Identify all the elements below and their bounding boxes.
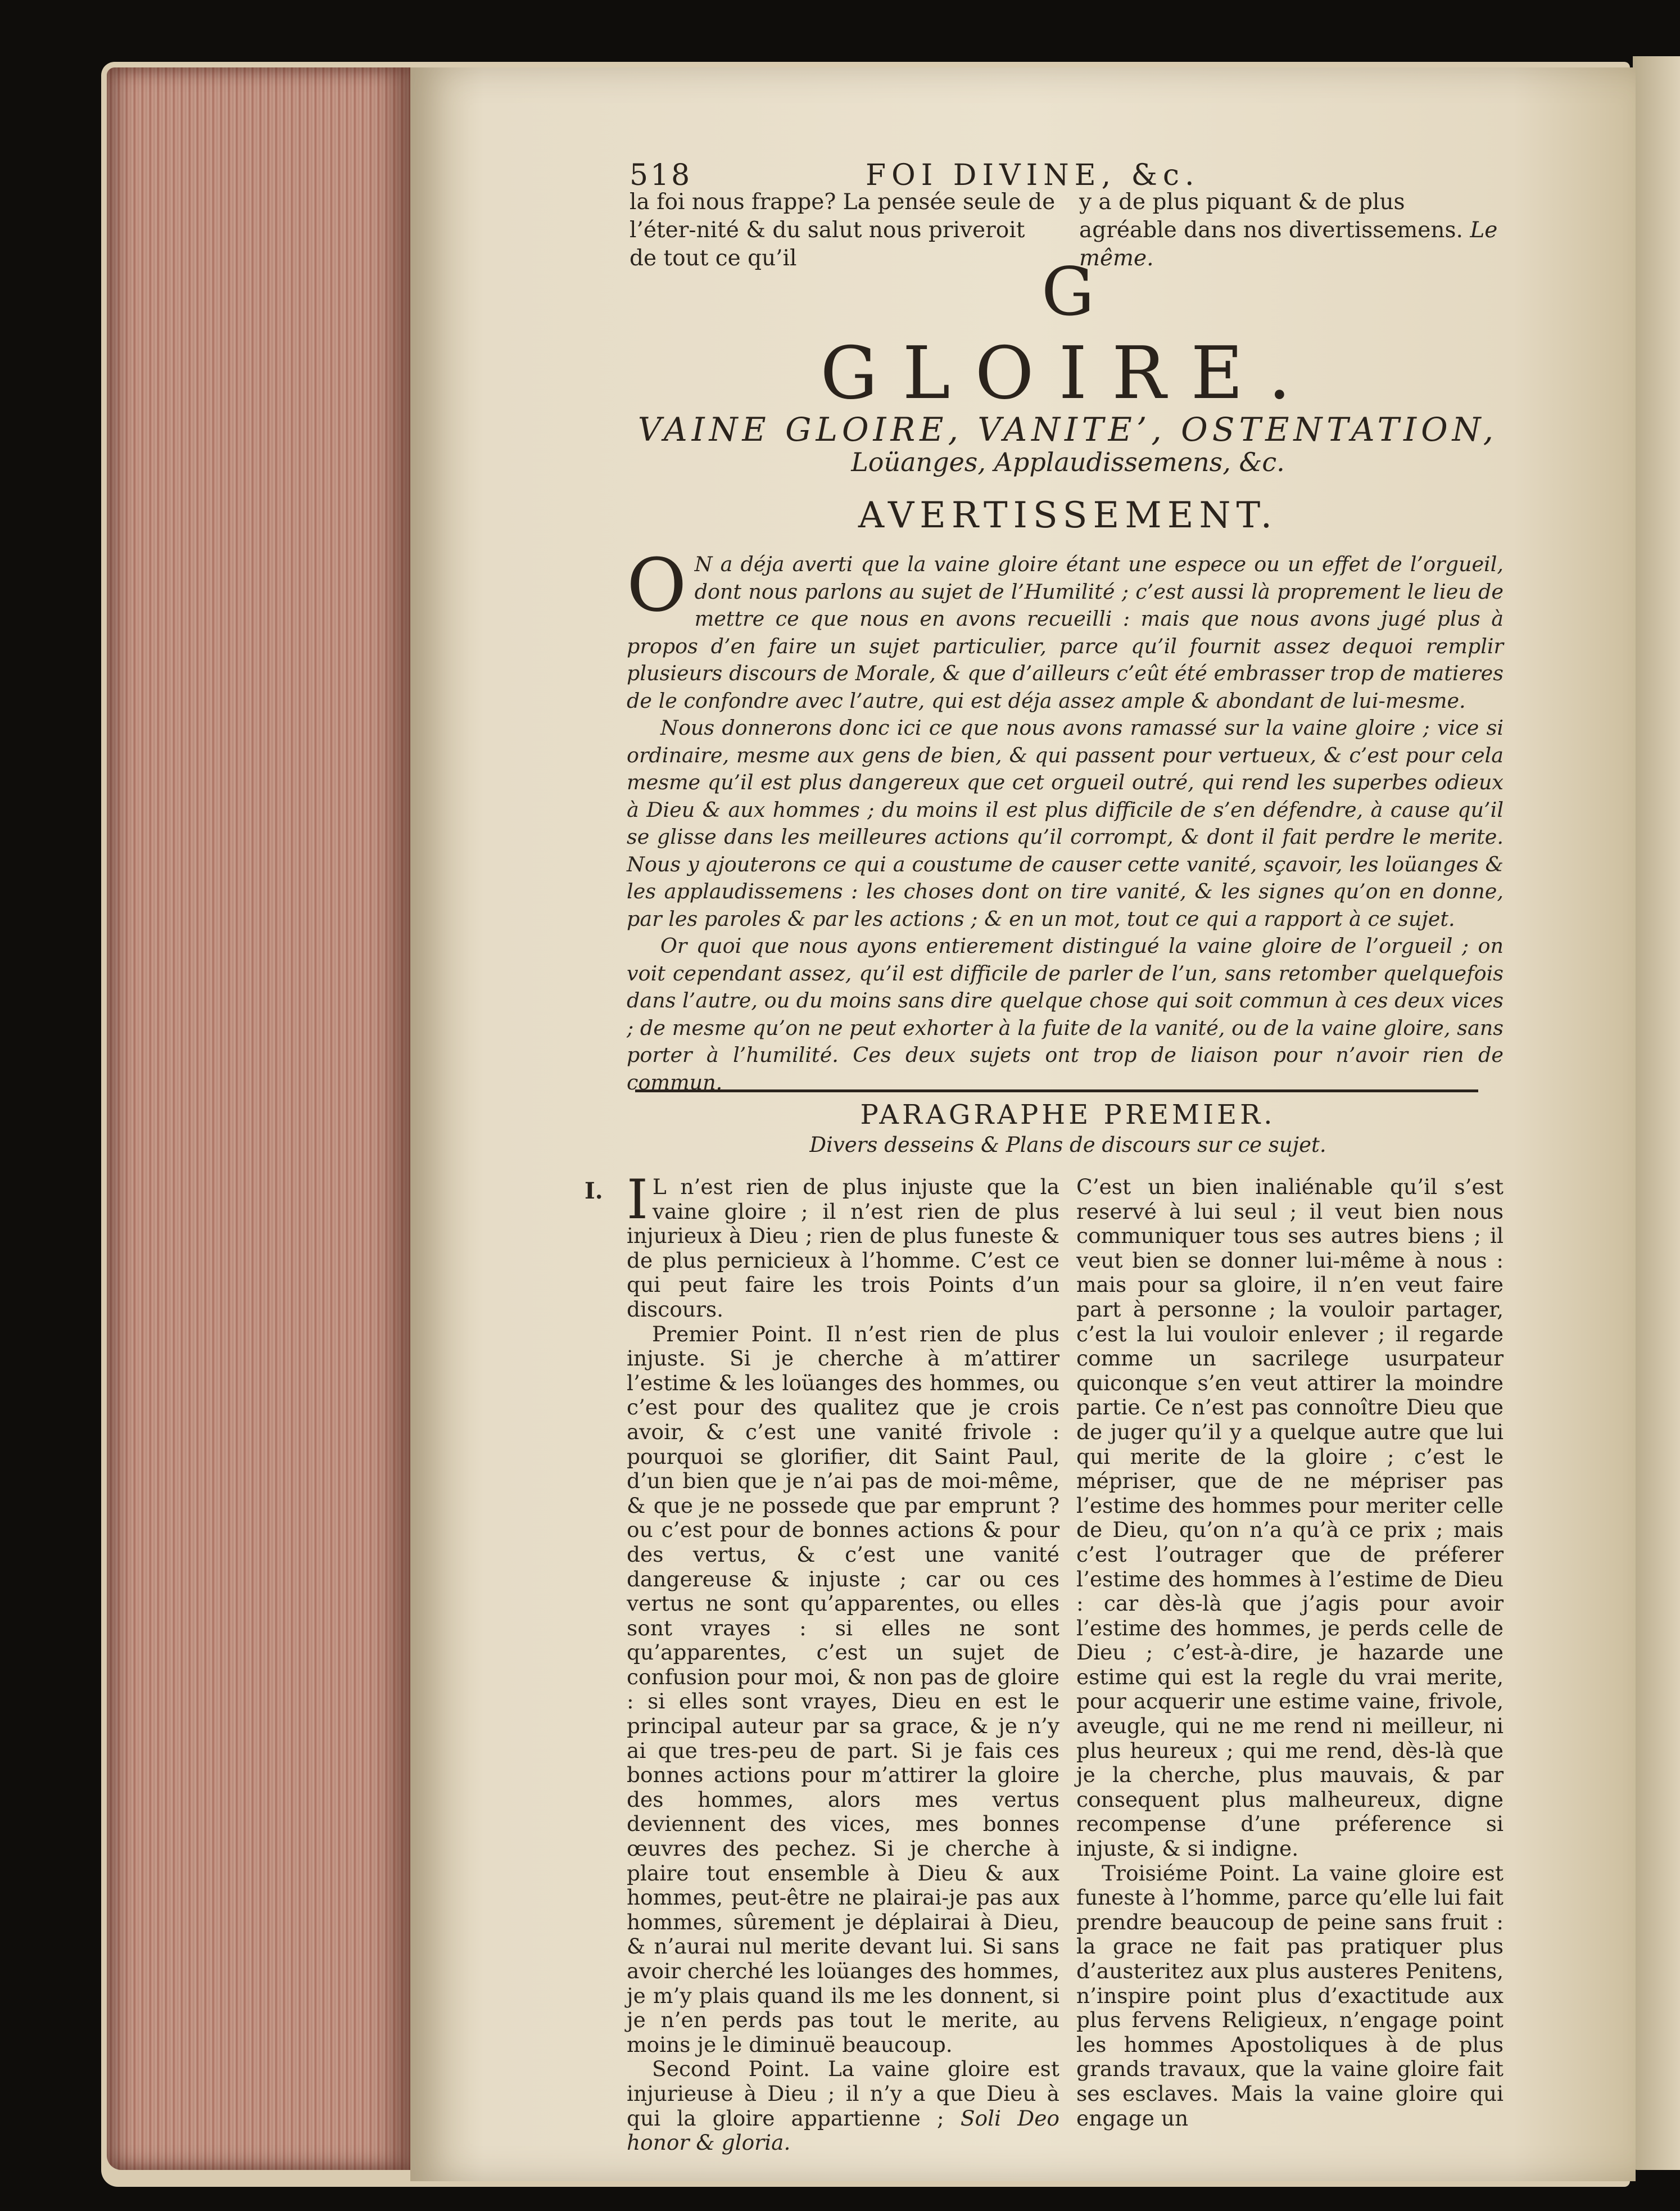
section-numeral: I. [585, 1178, 603, 1204]
paragraph-subtitle: Divers desseins & Plans de discours sur ce sujet. [809, 1133, 1326, 1157]
subheading-secondary: Loüanges, Applaudissemens, &c. [851, 447, 1285, 477]
section-rule [635, 1089, 1478, 1092]
avertissement-paragraph-3: Or quoi que nous ayons entierement distingué la vaine gloire de l’orgueil ; on voit cependant assez, qu’il est difficile de parler de l’un, sans retomber quelquefois dans l’autre, ou du moins sans dire quelque chose qui soit commun à ces deux vices ; de mesme qu’on ne peut exhorter à la fuite de la vanité, ou de la vaine gloire, sans porter à l’humilité. Ces deux sujets ont trop de liaison pour n’avoir rien de commun. [627, 934, 1504, 1095]
latin-quote: Soli Deo honor & gloria. [627, 2105, 1060, 2155]
subheading-primary: VAINE GLOIRE, VANITE’, OSTENTATION, [637, 410, 1498, 449]
body-paragraph-premier-point: Premier Point. Il n’est rien de plus injuste. Si je cherche à m’attirer l’estime & les loüanges des hommes, ou c’est pour des qualitez que je crois avoir, & c’est une vanité frivole : pourquoi se glorifier, dit Saint Paul, d’un bien que je n’ai pas de moi-même, & que je ne possede que par emprunt ? ou c’est pour de bonnes actions & pour des vertus, & c’est une vanité dangereuse & injuste ; car ou ces vertus ne sont qu’apparentes, ou elles sont vrayes : si elles ne sont qu’apparentes, c’est un sujet de confusion pour moi, & non pas de gloire : si elles sont vrayes, Dieu en est le principal auteur par sa grace, & je n’y ai que tres-peu de part. Si je fais ces bonnes actions pour m’attirer la gloire des hommes, alors mes vertus deviennent des vices, mes bonnes œuvres des pechez. Si je cherche à plaire tout ensemble à Dieu & aux hommes, peut-être ne plairai-je pas aux hommes, sûrement je déplairai à Dieu, & n’aurai nul merite devant lui. Si sans avoir cherché les loüanges des hommes, je m’y plais quand ils me les donnent, si je n’en perds pas tout le merite, au moins je le diminuë beaucoup. [627, 1321, 1059, 2057]
facing-page-edge [1633, 56, 1680, 2170]
page-fore-edge [107, 67, 410, 2170]
avertissement-paragraph-1: O N a déja averti que la vaine gloire étant une espece ou un effet de l’orgueil, dont nous parlons au sujet de l’Humilité ; c’est aussi là proprement le lieu de mettre ce que nous en avons recueilli : mais que nous avons jugé plus à propos d’en faire un sujet particulier, parce qu’il fournit assez dequoi remplir plusieurs discours de Morale, & que d’ailleurs c’eût été embrasser trop de matieres de le confondre avec l’autre, qui est déja assez ample & abondant de lui-mesme. [627, 542, 1504, 713]
body-paragraph-continued: C’est un bien inaliénable qu’il s’est reservé à lui seul ; il veut bien nous communiquer tous ses autres biens ; il veut bien se donner lui-même à nous : mais pour sa gloire, il n’en veut faire part à personne ; la vouloir partager, c’est la lui vouloir enlever ; il regarde comme un sacrilege usurpateur quiconque s’en veut attirer la moindre partie. Ce n’est pas connoître Dieu que de juger qu’il y a quelque autre que lui qui merite de la gloire ; c’est le mépriser, que de ne mépriser pas l’estime des hommes pour meriter celle de Dieu, qu’on n’a qu’à ce prix ; mais c’est l’outrager que de préferer l’estime des hommes à l’estime de Dieu : car dès-là que j’agis pour avoir l’estime des hommes, je perds celle de Dieu ; c’est-à-dire, je hazarde une estime qui est la regle du vrai merite, pour acquerir une estime vaine, frivole, aveugle, qui ne me rend ni meilleur, ni plus heureux ; qui me rend, dès-là que je la cherche, plus mauvais, & par consequent plus malheureux, digne recompense d’une préference si injuste, & si indigne. [1076, 1174, 1504, 1861]
running-title: FOI DIVINE, &c. [866, 159, 1200, 192]
drop-cap-o: O [627, 542, 687, 628]
body-column-left [627, 1168, 1060, 2155]
section-letter: G [1041, 253, 1095, 331]
body-paragraph-second-point: Second Point. La vaine gloire est injurieuse à Dieu ; il n’y a que Dieu à qui la gloire appartienne ; Soli Deo honor & gloria. [627, 2056, 1060, 2155]
body-column-right [1076, 1175, 1504, 2131]
avertissement-title: AVERTISSEMENT. [858, 495, 1278, 536]
avertissement-text [627, 542, 1504, 1096]
carryover-attribution: Le même. [1079, 218, 1498, 271]
carryover-left: la foi nous frappe? La pensée seule de l’éter-nité & du salut nous priveroit de tout ce qu’il [630, 189, 1056, 271]
page-title: GLOIRE. [820, 332, 1316, 415]
drop-cap-i: I [627, 1168, 648, 1231]
carryover-right-text: y a de plus piquant & de plus agréable dans nos divertissemens. [1079, 189, 1463, 243]
page-number: 518 [630, 159, 692, 192]
body-paragraph-troisieme-point: Troisiéme Point. La vaine gloire est funeste à l’homme, parce qu’elle lui fait prendre beaucoup de peine sans fruit : la grace ne fait pas pratiquer plus d’austeritez aux plus austeres Penitens, n’inspire point plus d’exactitude aux plus fervens Religieux, n’engage point les hommes Apostoliques à de plus grands travaux, que la vaine gloire fait ses esclaves. Mais la vaine gloire qui engage un [1076, 1860, 1504, 2131]
paragraph-title: PARAGRAPHE PREMIER. [860, 1099, 1276, 1131]
avertissement-paragraph-2: Nous donnerons donc ici ce que nous avons ramassé sur la vaine gloire ; vice si ordinaire, mesme aux gens de bien, & qui passent pour vertueux, & c’est pour cela mesme qu’il est plus dangereux que cet orgueil outré, qui rend les superbes odieux à Dieu & aux hommes ; du moins il est plus difficile de s’en défendre, à cause qu’il se glisse dans les meilleures actions qu’il corrompt, & dont il fait perdre le merite. Nous y ajouterons ce qui a coustume de causer cette vanité, sçavoir, les loüanges & les applaudissemens : les choses dont on tire vanité, & les signes qu’on en donne, par les paroles & par les actions ; & en un mot, tout ce qui a rapport à ce sujet. [627, 716, 1504, 931]
body-paragraph-intro: I L n’est rien de plus injuste que la vaine gloire ; il n’est rien de plus injurieux à Dieu ; rien de plus funeste & de plus pernicieux à l’homme. C’est ce qui peut faire les trois Points d’un discours. [627, 1168, 1059, 1322]
